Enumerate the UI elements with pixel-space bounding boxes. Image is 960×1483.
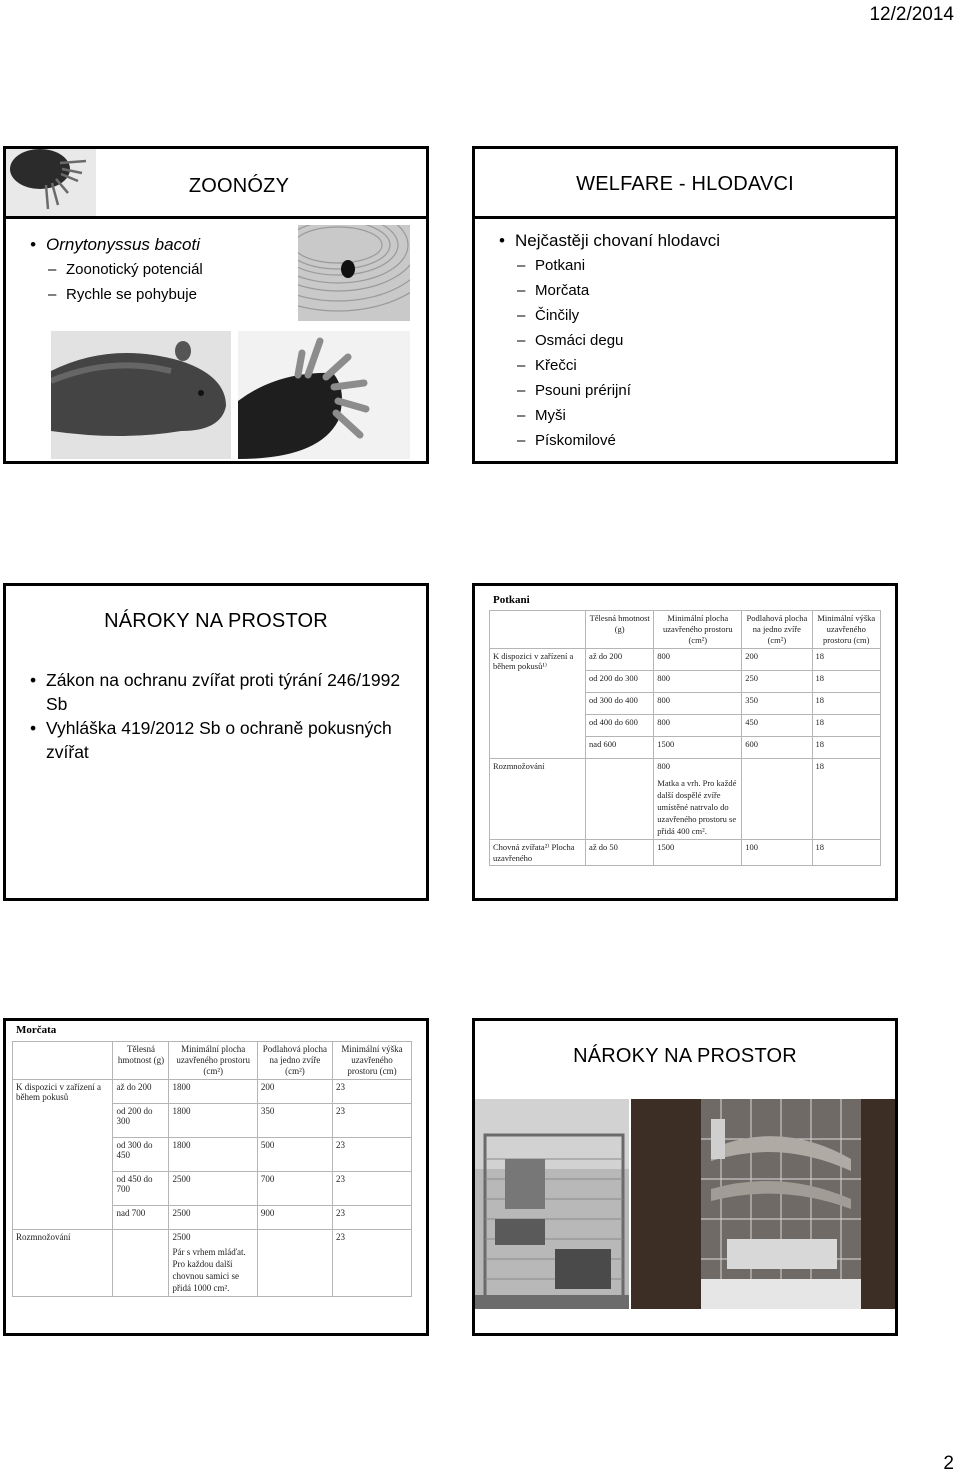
- table-header-row: [490, 611, 881, 649]
- table-cell: 800: [654, 715, 742, 737]
- table-title: Potkani: [493, 594, 530, 606]
- table-title: Morčata: [16, 1024, 57, 1036]
- potkani-space-table: [489, 610, 881, 866]
- table-cell: 2500: [169, 1206, 257, 1230]
- sub-bullet-item: – Potkani: [497, 253, 877, 278]
- table-cell: od 300 do 450: [113, 1138, 169, 1172]
- table-cell: 800: [654, 671, 742, 693]
- table-cell: 200: [742, 649, 812, 671]
- table-cell: Rozmnožování: [490, 759, 586, 840]
- sub-bullet-item: – Morčata: [497, 278, 877, 303]
- slide-potkani-table: [472, 583, 898, 901]
- table-cell: [113, 1230, 169, 1297]
- sub-bullet-item: – Myši: [497, 403, 877, 428]
- slide-title: NÁROKY NA PROSTOR: [573, 1045, 797, 1067]
- table-cell: 18: [812, 649, 880, 671]
- rat-photo: [51, 331, 231, 459]
- table-cell: 23: [332, 1206, 411, 1230]
- table-cell: [586, 759, 654, 840]
- table-cell: 1500: [654, 840, 742, 866]
- sub-bullet-item: – Rychle se pohybuje: [28, 282, 248, 307]
- table-cell: nad 700: [113, 1206, 169, 1230]
- table-header-cell: Tělesná hmotnost (g): [113, 1042, 169, 1080]
- table-header-cell: Tělesná hmotnost (g): [586, 611, 654, 649]
- slide-welfare-hlodavci: [472, 146, 898, 464]
- table-cell: Chovná zvířata²⁾ Plocha uzavřeného: [490, 840, 586, 866]
- table-cell: od 200 do 300: [586, 671, 654, 693]
- table-cell: nad 600: [586, 737, 654, 759]
- table-header-cell: Minimální výška uzavřeného prostoru (cm): [812, 611, 880, 649]
- page-date: 12/2/2014: [869, 4, 954, 25]
- slide-title: ZOONÓZY: [188, 175, 290, 197]
- table-cell: 800: [654, 693, 742, 715]
- table-cell: [654, 759, 742, 840]
- table-cell: 23: [332, 1104, 411, 1138]
- mite-closeup-photo: [238, 331, 410, 459]
- table-cell: 800: [654, 649, 742, 671]
- table-cell: 450: [742, 715, 812, 737]
- table-cell: 18: [812, 715, 880, 737]
- table-cell: až do 200: [586, 649, 654, 671]
- table-cell: 900: [257, 1206, 332, 1230]
- bullet-item: • Nejčastěji chovaní hlodavci: [497, 229, 877, 253]
- bullet-item: • Ornytonyssus bacoti: [28, 233, 248, 257]
- table-cell: 23: [332, 1080, 411, 1104]
- table-cell: K dispozici v zařízení a během pokusů: [13, 1080, 113, 1230]
- table-cell: 1800: [169, 1080, 257, 1104]
- table-cell: 1800: [169, 1104, 257, 1138]
- morcata-space-table: [12, 1041, 412, 1297]
- table-cell: od 200 do 300: [113, 1104, 169, 1138]
- table-cell: 23: [332, 1138, 411, 1172]
- table-cell: 1800: [169, 1138, 257, 1172]
- slide-naroky-na-prostor-text: [3, 583, 429, 901]
- table-cell: 350: [257, 1104, 332, 1138]
- table-cell-value: 800: [657, 761, 671, 771]
- table-cell: 700: [257, 1172, 332, 1206]
- slide-title-bar: [475, 149, 895, 219]
- slide-morcata-table: [3, 1018, 429, 1336]
- table-cell-note: Pár s vrhem mláďat. Pro každou další chovnou samici se přidá 1000 cm².: [172, 1247, 246, 1293]
- table-cell: 1500: [654, 737, 742, 759]
- table-header-cell: Minimální plocha uzavřeného prostoru (cm²): [169, 1042, 257, 1080]
- bullet-list: [28, 233, 248, 307]
- sub-bullet-item: – Zoonotický potenciál: [28, 257, 248, 282]
- sub-bullet-item: – Osmáci degu: [497, 328, 877, 353]
- sub-bullet-item: – Činčily: [497, 303, 877, 328]
- table-cell: 23: [332, 1172, 411, 1206]
- table-header-cell: [490, 611, 586, 649]
- table-row: [490, 759, 881, 840]
- table-cell: 18: [812, 671, 880, 693]
- table-header-cell: Podlahová plocha na jedno zvíře (cm²): [742, 611, 812, 649]
- sub-bullet-item: – Křečci: [497, 353, 877, 378]
- table-row: [13, 1230, 412, 1297]
- slide-title: WELFARE - HLODAVCI: [576, 173, 794, 195]
- table-header-cell: [13, 1042, 113, 1080]
- slide-zoonozy: [3, 146, 429, 464]
- table-cell: [257, 1230, 332, 1297]
- slide-title-bar: [6, 149, 426, 219]
- table-cell: Rozmnožování: [13, 1230, 113, 1297]
- table-cell: 18: [812, 759, 880, 840]
- table-cell: 350: [742, 693, 812, 715]
- table-cell-note: Matka a vrh. Pro každé další dospělé zvíře umístěné natrvalo do uzavřeného prostoru se přidá 400 cm².: [657, 778, 737, 836]
- table-cell: 250: [742, 671, 812, 693]
- table-row: [490, 840, 881, 866]
- table-header-cell: Minimální plocha uzavřeného prostoru (cm²): [654, 611, 742, 649]
- table-cell: K dispozici v zařízení a během pokusů¹⁾: [490, 649, 586, 759]
- slide-title: NÁROKY NA PROSTOR: [104, 610, 328, 632]
- sub-bullet-item: – Pískomilové: [497, 428, 877, 453]
- table-cell: [169, 1230, 257, 1297]
- bullet-item: • Zákon na ochranu zvířat proti týrání 246/1992 Sb: [28, 668, 408, 716]
- bullet-list: [28, 668, 408, 764]
- bullet-item: • Vyhláška 419/2012 Sb o ochraně pokusných zvířat: [28, 716, 408, 764]
- table-row: [490, 649, 881, 671]
- table-cell: 18: [812, 737, 880, 759]
- table-cell: až do 50: [586, 840, 654, 866]
- table-header-cell: Minimální výška uzavřeného prostoru (cm): [332, 1042, 411, 1080]
- table-cell: 18: [812, 840, 880, 866]
- table-cell: 23: [332, 1230, 411, 1297]
- table-cell: [742, 759, 812, 840]
- table-header-cell: Podlahová plocha na jedno zvíře (cm²): [257, 1042, 332, 1080]
- cage-photo-right: [631, 1099, 895, 1309]
- table-cell: 200: [257, 1080, 332, 1104]
- table-header-row: [13, 1042, 412, 1080]
- page-number: 2: [943, 1453, 954, 1474]
- table-cell: 600: [742, 737, 812, 759]
- table-row: [13, 1080, 412, 1104]
- table-cell: 2500: [169, 1172, 257, 1206]
- table-cell: 100: [742, 840, 812, 866]
- bullet-list: [497, 229, 877, 453]
- table-cell: od 300 do 400: [586, 693, 654, 715]
- table-cell: 500: [257, 1138, 332, 1172]
- slide-naroky-na-prostor-photos: [472, 1018, 898, 1336]
- mite-on-finger-photo: [298, 225, 410, 321]
- cage-photo-left: [475, 1099, 629, 1309]
- table-cell: 18: [812, 693, 880, 715]
- table-cell-value: 2500: [172, 1232, 191, 1242]
- table-cell: od 450 do 700: [113, 1172, 169, 1206]
- table-cell: až do 200: [113, 1080, 169, 1104]
- table-cell: od 400 do 600: [586, 715, 654, 737]
- sub-bullet-item: – Psouni prérijní: [497, 378, 877, 403]
